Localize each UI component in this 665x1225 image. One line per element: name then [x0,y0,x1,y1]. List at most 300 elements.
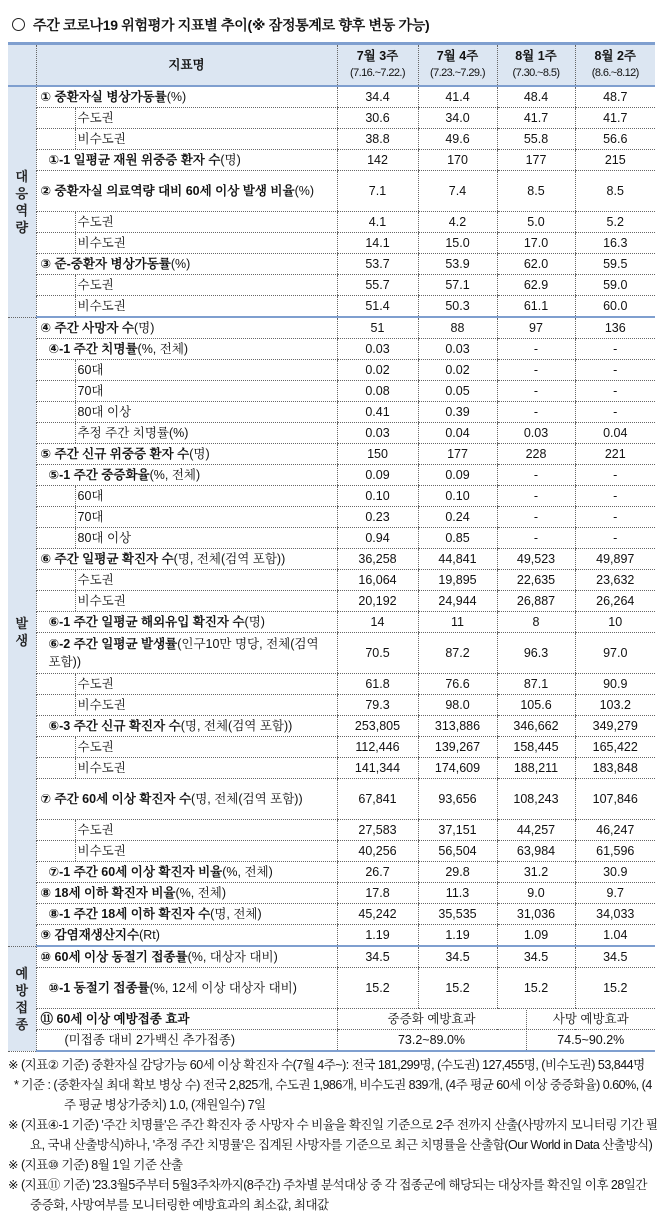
table-row [8,275,655,296]
value-cell: 34,033 [575,904,655,925]
value-cell: 97.0 [575,633,655,674]
value-cell: 0.24 [418,507,497,528]
table-row [8,129,655,150]
table-row [8,108,655,129]
footnote-mark: ※ [8,1178,18,1192]
value-cell: - [575,360,655,381]
value-cell: 8 [497,612,575,633]
value-cell: 17.8 [337,883,418,904]
indicator-name: ①-1 일평균 재원 위중증 환자 수 [48,153,221,167]
indicator-unit: (%, 전체) [175,886,227,900]
value-cell: 8.5 [575,171,655,212]
indicator-unit: (Rt) [139,928,160,942]
table-row [8,841,655,862]
indicator-name: ④-1 주간 치명률 [48,342,138,356]
value-cell: - [497,360,575,381]
footnote-text: (지표⑪ 기준) '23.3월5주부터 5월3주차까지(8주간) 주차별 분석대상 중 각 접종군에 해당되는 대상자를 확진일 이후 28일간 중증화, 사망여부를 모니터링한 예방효과의 최소값, 최대값 [20,1178,647,1212]
value-cell: 53.7 [337,254,418,275]
header-week [575,44,655,87]
value-cell: - [575,528,655,549]
value-cell: 59.5 [575,254,655,275]
footnote-text: 기준 : (중환자실 최대 확보 병상 수) 전국 2,825개, 수도권 1,986개, 비수도권 839개, (4주 평균 60세 이상 중증화율) 0.60%, (4주 평균 병상가중치) 1.0, (재원일수) 7일 [21,1078,652,1112]
week-range: (7.23.~7.29.) [430,67,485,79]
table-row [8,212,655,233]
footnote [8,1155,658,1175]
value-cell: 0.41 [337,402,418,423]
value-cell: 44,841 [418,549,497,570]
value-cell: - [497,528,575,549]
value-cell: - [575,465,655,486]
indicator-label [36,339,337,360]
death-label: 사망 예방효과 [552,1011,629,1026]
value-cell: 105.6 [497,695,575,716]
value-cell: 177 [497,150,575,171]
value-cell: 177 [418,444,497,465]
indicator-unit: (%) [294,184,315,198]
footnotes [8,1055,658,1215]
value-cell: - [497,486,575,507]
indicator-unit: (명) [220,153,241,167]
value-cell: 7.4 [418,171,497,212]
value-cell: 55.7 [337,275,418,296]
value-cell: - [575,402,655,423]
indicator-label [36,737,337,758]
table-row-effect [8,1009,655,1030]
indicator-name: ⑩ 60세 이상 동절기 접종률 [40,950,188,964]
value-cell: 103.2 [575,695,655,716]
table-row [8,591,655,612]
indicator-name: ⑥-2 주간 일평균 발생률 [48,637,178,651]
indicator-name: 수도권 [75,108,337,128]
footnote-text: (지표② 기준) 중환자실 감당가능 60세 이상 확진자 수(7월 4주~): 전국 181,299명, (수도권) 127,455명, (비수도권) 53,844명 [20,1058,645,1072]
section-name: 발생 [15,615,29,648]
footnote-text: (지표④-1 기준) '주간 치명률'은 주간 확진자 중 사망자 수 비율을 확진일 기준으로 2주 전까지 산출(사망까지 모니터링 기간 필요, 국내 산출방식)하나, '추정 주간 치명률'은 집계된 사망자를 기준으로 최근 치명률을 산출함(Our World in Data 산출방식) [20,1118,658,1152]
header-week [497,44,575,87]
table-row [8,737,655,758]
value-cell: 174,609 [418,758,497,779]
section-label [8,317,36,946]
table-row [8,254,655,275]
value-cell: 60.0 [575,296,655,318]
value-cell: 0.10 [337,486,418,507]
week-range: (7.30.~8.5) [512,67,560,79]
value-cell: 108,243 [497,779,575,820]
value-cell: 53.9 [418,254,497,275]
indicator-label [36,86,337,108]
indicator-name: ⑥-3 주간 신규 확진자 수 [48,719,181,733]
indicator-name: 수도권 [75,820,337,840]
indicator-label [36,674,337,695]
footnote [8,1115,658,1155]
value-cell: 56.6 [575,129,655,150]
value-cell: 15.2 [337,968,418,1009]
indicator-unit: (명) [244,615,265,629]
indicator-label [36,968,337,1009]
value-cell: 22,635 [497,570,575,591]
value-cell: - [497,402,575,423]
indicator-label [36,841,337,862]
value-cell: - [497,339,575,360]
value-cell: 165,422 [575,737,655,758]
indicator-label [36,820,337,841]
table-row [8,381,655,402]
indicator-name: 비수도권 [75,591,337,611]
value-cell: 24,944 [418,591,497,612]
table-row [8,402,655,423]
severe-label: 중증화 예방효과 [338,1010,527,1029]
indicator-unit: (%, 전체) [137,342,189,356]
value-cell: 141,344 [337,758,418,779]
footnote [8,1175,658,1215]
indicator-label [36,862,337,883]
header-week [418,44,497,87]
table-row [8,465,655,486]
section-label [8,946,36,1051]
value-cell: 38.8 [337,129,418,150]
indicator-name: ⑦ 주간 60세 이상 확진자 수 [40,792,192,806]
table-row [8,150,655,171]
value-cell: 0.09 [337,465,418,486]
value-cell: 313,886 [418,716,497,737]
indicator-name: ⑥ 주간 일평균 확진자 수 [40,552,174,566]
indicator-label [36,317,337,339]
value-cell: 35,535 [418,904,497,925]
value-cell: 0.03 [337,339,418,360]
value-cell: 15.2 [418,968,497,1009]
circle-bullet-icon [12,18,25,31]
value-cell: 41.4 [418,86,497,108]
indicator-label [36,925,337,947]
value-cell: 34.0 [418,108,497,129]
value-cell: 221 [575,444,655,465]
indicator-name: 수도권 [75,737,337,757]
value-cell: 4.1 [337,212,418,233]
value-cell: 14.1 [337,233,418,254]
indicator-label [36,129,337,150]
indicator-unit: (%, 전체) [222,865,273,879]
value-cell: 37,151 [418,820,497,841]
value-cell: 0.02 [418,360,497,381]
table-row [8,925,655,947]
value-cell: 17.0 [497,233,575,254]
value-cell: 67,841 [337,779,418,820]
header-week [337,44,418,87]
indicator-unit: (%, 전체) [149,468,201,482]
indicator-label [36,444,337,465]
footnote [8,1055,658,1075]
indicator-name: ② 중환자실 의료역량 대비 60세 이상 발생 비율 [40,184,295,198]
value-cell: 215 [575,150,655,171]
value-cell: 62.9 [497,275,575,296]
indicator-name: 60대 [75,486,337,506]
indicator-unit: (인구10만 명당, 전체(검역 포함)) [48,637,319,669]
table-row [8,528,655,549]
value-cell: 51.4 [337,296,418,318]
table-row [8,549,655,570]
value-cell: 188,211 [497,758,575,779]
indicator-label [36,633,337,674]
week-label: 8월 2주 [594,49,637,63]
indicator-label [36,904,337,925]
value-cell: 0.04 [418,423,497,444]
value-cell: - [575,381,655,402]
value-cell: 112,446 [337,737,418,758]
value-cell: 9.7 [575,883,655,904]
value-cell: 14 [337,612,418,633]
indicator-unit: (명, 전체(검역 포함)) [191,792,303,806]
value-cell: 10 [575,612,655,633]
value-cell: 0.03 [337,423,418,444]
page-title [12,16,657,34]
indicator-label [36,423,337,444]
indicator-name: 비수도권 [75,129,337,149]
value-cell: 34.5 [337,946,418,968]
value-cell: 15.2 [575,968,655,1009]
indicator-unit: (명) [189,447,210,461]
value-cell: 0.85 [418,528,497,549]
week-label: 8월 1주 [515,49,557,63]
value-cell: 5.2 [575,212,655,233]
table-row [8,296,655,318]
indicator-name: 수도권 [75,570,337,590]
value-cell: 59.0 [575,275,655,296]
table-row [8,339,655,360]
value-cell: 87.2 [418,633,497,674]
value-cell: 142 [337,150,418,171]
indicator-name: 80대 이상 [75,402,337,422]
value-cell: 0.39 [418,402,497,423]
value-cell: 62.0 [497,254,575,275]
indicator-name: 비수도권 [75,758,337,778]
week-range: (7.16.~7.22.) [350,67,405,79]
table-row [8,716,655,737]
indicator-name: ⑧ 18세 이하 확진자 비율 [40,886,176,900]
indicator-name: ⑨ 감염재생산지수 [40,928,140,942]
value-cell: - [497,507,575,528]
value-cell: 49,897 [575,549,655,570]
value-cell: 45,242 [337,904,418,925]
value-cell: 30.9 [575,862,655,883]
value-cell: 88 [418,317,497,339]
value-cell: 8.5 [497,171,575,212]
indicator-label [36,212,337,233]
value-cell: 27,583 [337,820,418,841]
value-cell: 44,257 [497,820,575,841]
indicator-name: 80대 이상 [75,528,337,548]
value-cell: 26.7 [337,862,418,883]
value-cell: 0.10 [418,486,497,507]
value-cell: 93,656 [418,779,497,820]
footnote-mark: ※ [8,1158,18,1172]
indicator-label [36,946,337,968]
value-cell: 16,064 [337,570,418,591]
indicator-label [36,549,337,570]
value-cell: 26,887 [497,591,575,612]
table-row [8,86,655,108]
indicator-name: 수도권 [75,275,337,295]
table-row [8,171,655,212]
table-row [8,779,655,820]
indicator-label [36,254,337,275]
indicator-label [36,716,337,737]
effect-values [337,1030,655,1052]
severe-value: 73.2~89.0% [338,1031,527,1050]
value-cell: 23,632 [575,570,655,591]
table-row [8,946,655,968]
value-cell: 0.09 [418,465,497,486]
value-cell: 61.1 [497,296,575,318]
indicator-name: 추정 주간 치명률(%) [75,423,337,443]
indicator-label [36,108,337,129]
value-cell: 0.08 [337,381,418,402]
value-cell: 139,267 [418,737,497,758]
indicator-name: ④ 주간 사망자 수 [40,321,134,335]
value-cell: 26,264 [575,591,655,612]
indicator-unit: (명, 전체(검역 포함)) [180,719,293,733]
value-cell: 29.8 [418,862,497,883]
value-cell: 96.3 [497,633,575,674]
indicator-unit: (%, 대상자 대비) [187,950,278,964]
value-cell: 0.03 [418,339,497,360]
indicator-label [36,758,337,779]
effect-name: ⑪ 60세 이상 예방접종 효과 [40,1012,190,1026]
header-category [8,44,36,87]
value-cell: - [575,339,655,360]
table-row [8,486,655,507]
table-row [8,317,655,339]
value-cell: 48.4 [497,86,575,108]
value-cell: 150 [337,444,418,465]
indicator-unit: (명, 전체) [210,907,262,921]
indicator-name: 60대 [75,360,337,380]
indicator-label [36,233,337,254]
indicator-label [36,150,337,171]
indicator-table [8,42,655,1052]
value-cell: 1.19 [418,925,497,947]
value-cell: 11 [418,612,497,633]
indicator-name: 비수도권 [75,296,337,316]
effect-header-row [338,1010,656,1029]
value-cell: 5.0 [497,212,575,233]
table-row [8,612,655,633]
value-cell: 34.5 [418,946,497,968]
value-cell: 170 [418,150,497,171]
value-cell: 228 [497,444,575,465]
indicator-name: 비수도권 [75,695,337,715]
value-cell: 30.6 [337,108,418,129]
indicator-name: ⑦-1 주간 60세 이상 확진자 비율 [48,865,223,879]
value-cell: 0.02 [337,360,418,381]
table-row [8,758,655,779]
value-cell: 136 [575,317,655,339]
value-cell: - [497,381,575,402]
indicator-label [36,360,337,381]
indicator-unit: (%) [166,90,187,104]
indicator-unit: (%, 12세 이상 대상자 대비) [149,981,297,995]
table-row-effect-values [8,1030,655,1052]
value-cell: 61.8 [337,674,418,695]
indicator-unit: (명) [133,321,155,335]
title-text: 주간 코로나19 위험평가 지표별 추이(※ 잠정통계로 향후 변동 가능) [33,17,430,33]
value-cell: 16.3 [575,233,655,254]
footnote-mark: * [14,1078,22,1092]
indicator-label [36,570,337,591]
value-cell: 70.5 [337,633,418,674]
value-cell: 34.5 [575,946,655,968]
value-cell: 11.3 [418,883,497,904]
table-row [8,904,655,925]
footnote-mark: ※ [8,1118,18,1132]
value-cell: 34.4 [337,86,418,108]
table-row [8,570,655,591]
table-row [8,883,655,904]
week-label: 7월 3주 [356,49,399,63]
value-cell: 41.7 [497,108,575,129]
value-cell: 61,596 [575,841,655,862]
value-cell: 98.0 [418,695,497,716]
indicator-unit: (명, 전체(검역 포함)) [173,552,286,566]
footnote [8,1075,658,1115]
value-cell: 31.2 [497,862,575,883]
table-row [8,695,655,716]
week-label: 7월 4주 [436,49,479,63]
value-cell: 40,256 [337,841,418,862]
table-row [8,968,655,1009]
section-name: 예방접종 [15,965,29,1032]
indicator-label [36,528,337,549]
footnote-mark: ※ [8,1058,18,1072]
value-cell: 41.7 [575,108,655,129]
value-cell: 97 [497,317,575,339]
value-cell: - [497,465,575,486]
indicator-name: 수도권 [75,212,337,232]
table-row [8,233,655,254]
value-cell: 0.94 [337,528,418,549]
effect-headers [337,1009,655,1030]
value-cell: 0.23 [337,507,418,528]
value-cell: 76.6 [418,674,497,695]
value-cell: 46,247 [575,820,655,841]
indicator-label [36,296,337,318]
value-cell: 346,662 [497,716,575,737]
value-cell: 90.9 [575,674,655,695]
indicator-name: 70대 [75,381,337,401]
effect-value-row [338,1031,656,1050]
value-cell: 48.7 [575,86,655,108]
table-row [8,444,655,465]
indicator-unit: (%) [170,257,191,271]
indicator-name: 비수도권 [75,841,337,861]
indicator-label [36,381,337,402]
indicator-name: 70대 [75,507,337,527]
value-cell: 19,895 [418,570,497,591]
effect-sublabel: (미접종 대비 2가백신 추가접종) [36,1030,337,1052]
indicator-name: ⑩-1 동절기 접종률 [48,981,150,995]
value-cell: 349,279 [575,716,655,737]
value-cell: - [575,486,655,507]
value-cell: 1.09 [497,925,575,947]
header-indicator: 지표명 [36,44,337,87]
indicator-label [36,402,337,423]
table-header-row [8,44,655,87]
value-cell: 15.0 [418,233,497,254]
table-row [8,633,655,674]
indicator-name: 수도권 [75,674,337,694]
value-cell: 0.05 [418,381,497,402]
value-cell: 34.5 [497,946,575,968]
value-cell: 253,805 [337,716,418,737]
indicator-label [36,275,337,296]
